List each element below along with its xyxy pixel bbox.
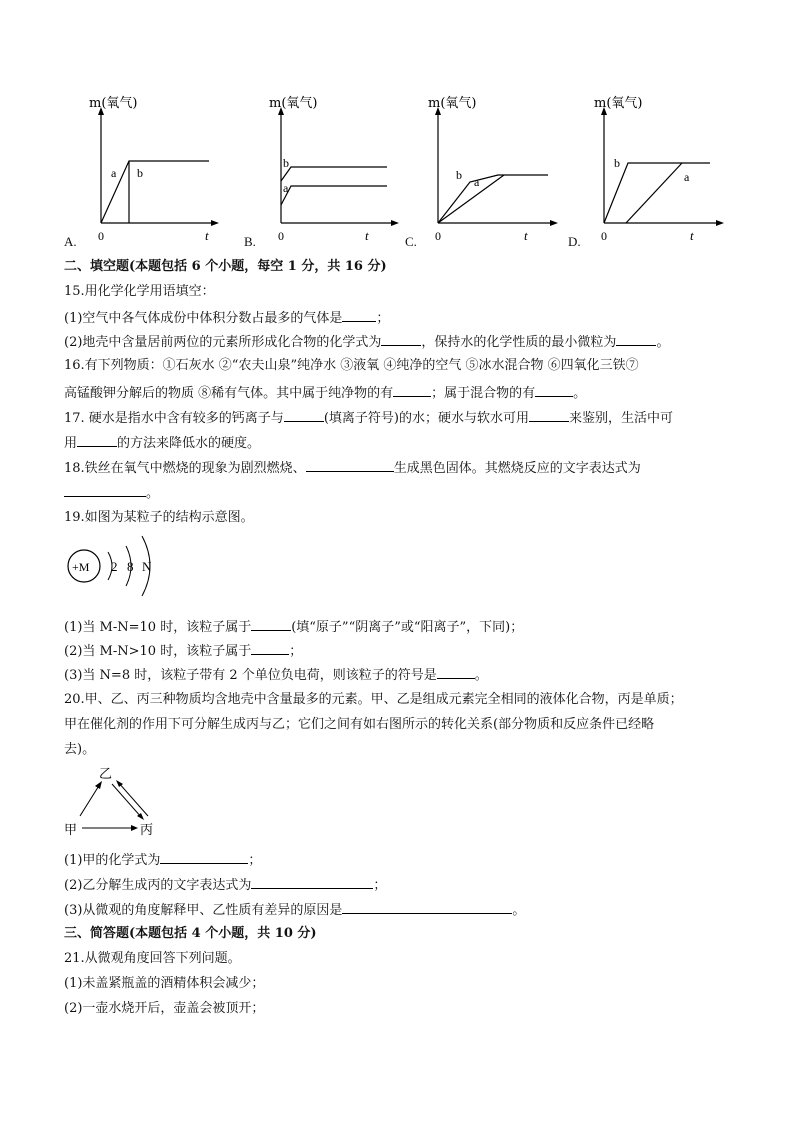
q20-line1: 20.甲、乙、丙三种物质均含地壳中含量最多的元素。甲、乙是组成元素完全相同的液体化合物，丙是单质； — [64, 692, 683, 707]
q19-atom-diagram — [62, 530, 172, 605]
q17-l1b: (填离子符号)的水；硬水与软水可用 — [323, 411, 529, 426]
graph-a-svg — [85, 95, 235, 250]
arrow-jia-yi — [80, 784, 100, 816]
q19-blank2[interactable] — [251, 641, 289, 655]
q16-l2-end: 。 — [573, 386, 587, 401]
q15-p1-text: (1)空气中各气体成份中体积分数占最多的气体是 — [64, 311, 343, 326]
q20-conversion-diagram — [62, 762, 172, 842]
q20-p3a: (3)从微观的角度解释甲、乙性质有差异的原因是 — [64, 903, 343, 918]
x-label: t — [205, 228, 209, 243]
q15-p2-blank2[interactable] — [616, 332, 656, 346]
q20-part3 — [64, 900, 525, 920]
q18-line1 — [64, 458, 641, 478]
q16-blank2[interactable] — [535, 383, 573, 397]
shell1-count: 2 — [111, 559, 118, 574]
node-jia: 甲 — [64, 823, 78, 838]
q19-p1a: (1)当 M-N=10 时，该粒子属于 — [64, 620, 252, 635]
q19-blank1[interactable] — [251, 617, 291, 631]
q20-p3-end: 。 — [512, 903, 526, 918]
atom-svg — [62, 530, 172, 605]
q19-p2-end: ； — [289, 644, 303, 659]
label-a: a — [474, 175, 480, 189]
q20-p1a: (1)甲的化学式为 — [64, 853, 161, 868]
q18-l2-end: 。 — [146, 486, 160, 501]
q18-blank2[interactable] — [64, 483, 146, 497]
q15-p2-blank1[interactable] — [381, 332, 421, 346]
q18-line2 — [64, 483, 159, 503]
section3-title: 三、简答题(本题包括 4 个小题，共 10 分) — [64, 926, 317, 941]
q20-blank1[interactable] — [160, 850, 248, 864]
origin-label: 0 — [601, 229, 607, 243]
curve-b — [604, 163, 710, 223]
node-bing: 丙 — [140, 823, 154, 838]
q17-blank2[interactable] — [529, 408, 569, 422]
graph-c-svg — [424, 95, 574, 250]
q19-p1b: (填“原子”“阴离子”或“阳离子”，下同)； — [291, 620, 524, 635]
q17-l1c: 来鉴别，生活中可 — [568, 411, 673, 426]
graph-b — [265, 95, 415, 250]
q18-l1a: 18.铁丝在氧气中燃烧的现象为剧烈燃烧、 — [64, 461, 306, 476]
option-a: A. — [64, 234, 77, 249]
node-yi: 乙 — [99, 767, 113, 782]
q20-p1-end: ； — [248, 853, 262, 868]
x-arrow — [550, 220, 558, 226]
q21-part1: (1)未盖紧瓶盖的酒精体积会减少； — [64, 976, 265, 991]
graph-d — [590, 95, 740, 250]
q15-stem: 15.用化学化学用语填空： — [64, 284, 215, 299]
q20-part1 — [64, 850, 261, 870]
q16-blank1[interactable] — [393, 383, 431, 397]
x-label: t — [524, 228, 528, 243]
q20-part2 — [64, 875, 386, 895]
arrow-yi-bing — [112, 784, 142, 818]
q19-p2a: (2)当 M-N>10 时，该粒子属于 — [64, 644, 252, 659]
origin-label: 0 — [98, 229, 104, 243]
x-label: t — [365, 228, 369, 243]
label-a: a — [684, 170, 690, 184]
q16-l2b: ；属于混合物的有 — [431, 386, 536, 401]
q17-l2b: 的方法来降低水的硬度。 — [117, 436, 261, 451]
q17-blank3[interactable] — [77, 433, 117, 447]
graph-a — [85, 95, 235, 250]
shell3-count: N — [142, 559, 152, 574]
arrow-bing-yi — [118, 782, 148, 816]
label-b: b — [137, 166, 143, 180]
q21-stem: 21.从微观角度回答下列问题。 — [64, 951, 241, 966]
q19-part2 — [64, 641, 302, 661]
q18-blank1[interactable] — [306, 458, 394, 472]
option-b: B. — [244, 234, 256, 249]
label-a: a — [283, 181, 289, 195]
q20-blank3[interactable] — [342, 900, 512, 914]
q19-part3 — [64, 665, 488, 685]
graph-c — [424, 95, 574, 250]
q17-line1 — [64, 408, 673, 428]
label-b: b — [614, 156, 620, 170]
curve-a — [101, 161, 209, 223]
q19-p3-end: 。 — [474, 668, 488, 683]
q15-p2-end: 。 — [656, 335, 670, 350]
q15-p1-blank[interactable] — [342, 308, 376, 322]
y-label: m(氧气) — [269, 96, 318, 111]
origin-label: 0 — [435, 229, 441, 243]
conversion-svg — [62, 762, 172, 842]
nucleus-label: +M — [72, 560, 90, 574]
q15-p2a-text: (2)地壳中含量居前两位的元素所形成化合物的化学式为 — [64, 335, 382, 350]
x-arrow — [716, 220, 724, 226]
q15-part1 — [64, 308, 389, 328]
q16-line1: 16.有下列物质：①石灰水 ②“农夫山泉”纯净水 ③液氧 ④纯净的空气 ⑤冰水混合物 ⑥四氧化三铁⑦ — [64, 358, 639, 373]
arrow-jia-yi-head — [95, 781, 102, 789]
graph-d-svg — [590, 95, 740, 250]
q19-blank3[interactable] — [437, 665, 475, 679]
label-a: a — [111, 166, 117, 180]
q18-l1b: 生成黑色固体。其燃烧反应的文字表达式为 — [393, 461, 641, 476]
graph-b-svg — [265, 95, 415, 250]
q17-l1a: 17. 硬水是指水中含有较多的钙离子与 — [64, 411, 284, 426]
arrow-jia-bing-head — [131, 825, 138, 831]
q15-part2 — [64, 332, 669, 352]
origin-label: 0 — [278, 229, 284, 243]
x-arrow — [391, 220, 399, 226]
q15-p1-end: ； — [376, 311, 390, 326]
label-b: b — [456, 168, 462, 182]
label-b: b — [283, 156, 289, 170]
q20-line2: 甲在催化剂的作用下可分解生成丙与乙；它们之间有如右图所示的转化关系(部分物质和反应条件已经略 — [64, 717, 655, 732]
y-label: m(氧气) — [89, 96, 138, 111]
x-label: t — [690, 228, 694, 243]
curve-a — [281, 186, 387, 205]
q20-p2a: (2)乙分解生成丙的文字表达式为 — [64, 878, 252, 893]
q20-blank2[interactable] — [251, 875, 373, 889]
shell2-count: 8 — [127, 559, 134, 574]
q16-l2a: 高锰酸钾分解后的物质 ⑧稀有气体。其中属于纯净物的有 — [64, 386, 394, 401]
y-label: m(氧气) — [428, 96, 477, 111]
q19-part1 — [64, 617, 523, 637]
q20-p2-end: ； — [373, 878, 387, 893]
curve-a — [626, 163, 682, 223]
q15-p2b-text: ，保持水的化学性质的最小微粒为 — [421, 335, 617, 350]
curve-b — [438, 175, 548, 223]
q16-line2 — [64, 383, 586, 403]
curve-b — [281, 167, 387, 181]
y-label: m(氧气) — [594, 96, 643, 111]
section2-title: 二、填空题(本题包括 6 个小题，每空 1 分，共 16 分) — [64, 259, 387, 274]
option-d: D. — [568, 234, 581, 249]
q20-line3: 去)。 — [64, 742, 96, 757]
q17-blank1[interactable] — [284, 408, 324, 422]
q21-part2: (2)一壶水烧开后，壶盖会被顶开； — [64, 1001, 265, 1016]
q17-line2 — [64, 433, 260, 453]
option-c: C. — [405, 234, 417, 249]
q19-stem: 19.如图为某粒子的结构示意图。 — [64, 510, 254, 525]
x-arrow — [211, 220, 219, 226]
q17-l2a: 用 — [64, 436, 78, 451]
q19-p3a: (3)当 N=8 时，该粒子带有 2 个单位负电荷，则该粒子的符号是 — [64, 668, 437, 683]
